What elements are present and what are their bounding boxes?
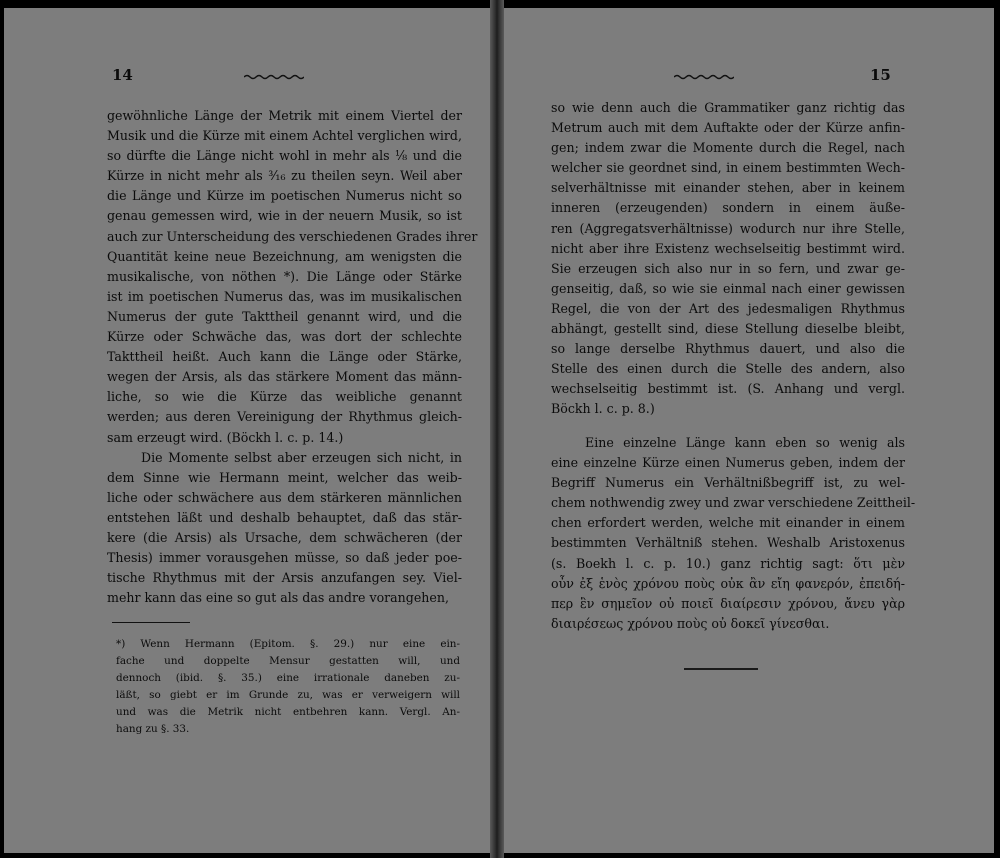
- text-line: eine einzelne Kürze einen Numerus geben, indem der: [551, 455, 905, 471]
- footnote-line: hang zu §. 33.: [116, 723, 190, 735]
- text-line: liche, so wie die Kürze das weibliche genannt: [107, 389, 462, 405]
- text-line: (s. Boekh l. c. p. 10.) ganz richtig sagt: ὅτι μὲν: [551, 555, 905, 571]
- text-line: Metrum auch mit dem Auftakte oder der Kürze anfin-: [551, 120, 905, 136]
- end-rule: [684, 668, 758, 670]
- text-line: Kürze oder Schwäche das, was dort der schlechte: [107, 329, 462, 345]
- text-line: mehr kann das eine so gut als das andre vorangehen,: [107, 590, 449, 606]
- text-line: liche oder schwächere aus dem stärkeren männlichen: [107, 489, 462, 505]
- text-line: so lange derselbe Rhythmus dauert, und also die: [551, 341, 905, 357]
- text-line: genseitig, daß, so wie sie einmal nach einer gewissen: [551, 280, 905, 296]
- text-line: Stelle des einen durch die Stelle des andern, also: [551, 361, 905, 377]
- text-line: Thesis) immer vorausgehen müsse, so daß jeder poe-: [107, 550, 462, 566]
- right-page: [498, 8, 994, 853]
- text-line: Begriff Numerus ein Verhältnißbegriff ist, zu wel-: [551, 475, 905, 491]
- text-line: auch zur Unterscheidung des verschiedenen Grades ihrer: [107, 228, 478, 244]
- text-line: entstehen läßt und deshalb behauptet, daß das stär-: [107, 509, 462, 525]
- text-line: gen; indem zwar die Momente durch die Regel, nach: [551, 140, 905, 156]
- text-line: so dürfte die Länge nicht wohl in mehr als ⅛ und die: [107, 148, 462, 164]
- text-line: gewöhnliche Länge der Metrik mit einem Viertel der: [107, 108, 462, 123]
- text-line: Regel, die von der Art des jedesmaligen Rhythmus: [551, 300, 905, 316]
- text-line: περ ἓν σημεῖον οὐ ποιεῖ διαίρεσιν χρόνου, ἄνευ γὰρ: [551, 595, 905, 611]
- text-line: kere (die Arsis) als Ursache, dem schwächeren (der: [107, 529, 462, 545]
- text-line: Eine einzelne Länge kann eben so wenig als: [585, 435, 905, 450]
- text-line: ren (Aggregatsverhältnisse) wodurch nur ihre Stelle,: [551, 220, 905, 236]
- text-line: Sie erzeugen sich also nur in so fern, und zwar ge-: [551, 260, 905, 276]
- left-page: [4, 8, 494, 853]
- text-line: wegen der Arsis, als das stärkere Moment das männ-: [107, 369, 462, 385]
- main-text: [551, 98, 905, 420]
- text-line: nicht aber ihre Existenz wechselseitig bestimmt wird.: [551, 240, 905, 256]
- text-line: Böckh l. c. p. 8.): [551, 401, 655, 417]
- text-line: Quantität keine neue Bezeichnung, am wenigsten die: [107, 248, 462, 264]
- text-line: Kürze in nicht mehr als ³⁄₁₆ zu theilen seyn. Weil aber: [107, 168, 462, 184]
- text-line: οὖν ἐξ ἑνὸς χρόνου ποὺς οὐκ ἂν εἴη φανερόν, ἐπειδή-: [551, 575, 905, 591]
- text-line: werden; aus deren Vereinigung der Rhythmus gleich-: [107, 409, 462, 425]
- text-line: inneren (erzeugenden) sondern in einem äuße-: [551, 200, 905, 216]
- footnote: [116, 636, 460, 738]
- footnote-line: dennoch (ibid. §. 35.) eine irrationale daneben zu-: [116, 672, 460, 684]
- header-ornament: [244, 74, 304, 80]
- text-line: dem Sinne wie Hermann meint, welcher das weib-: [107, 469, 462, 485]
- footnote-line: läßt, so giebt er im Grunde zu, was er verweigern will: [116, 689, 460, 701]
- page-number: 14: [112, 66, 133, 84]
- main-text-2: [551, 433, 916, 634]
- text-line: διαιρέσεως χρόνου ποὺς οὐ δοκεῖ γίνεσθαι.: [551, 615, 830, 631]
- text-line: Numerus der gute Takttheil genannt wird, und die: [107, 308, 462, 324]
- text-line: wechselseitig bestimmt ist. (S. Anhang und vergl.: [551, 381, 905, 397]
- text-line: genau gemessen wird, wie in der neuern Musik, so ist: [107, 208, 462, 224]
- text-line: Die Momente selbst aber erzeugen sich nicht, in: [141, 449, 462, 465]
- main-text: [107, 106, 478, 608]
- text-line: tische Rhythmus mit der Arsis anzufangen sey. Viel-: [107, 570, 462, 586]
- text-line: abhängt, gestellt sind, diese Stellung dieselbe bleibt,: [551, 321, 905, 337]
- text-line: ist im poetischen Numerus das, was im musikalischen: [107, 288, 462, 304]
- text-line: sam erzeugt wird. (Böckh l. c. p. 14.): [107, 429, 344, 445]
- text-line: bestimmten Verhältniß stehen. Weshalb Aristoxenus: [551, 535, 905, 551]
- footnote-line: fache und doppelte Mensur gestatten will, und: [116, 655, 460, 667]
- text-line: selverhältnisse mit einander stehen, aber in keinem: [551, 180, 905, 196]
- gutter: [490, 0, 504, 858]
- text-line: chem nothwendig zwey und zwar verschiedene Zeittheil-: [551, 495, 916, 511]
- footnote-rule: [112, 622, 190, 623]
- page-number: 15: [870, 66, 891, 84]
- text-line: Musik und die Kürze mit einem Achtel verglichen wird,: [107, 128, 462, 144]
- text-line: welcher sie geordnet sind, in einem bestimmten Wech-: [551, 160, 905, 176]
- text-line: chen erfordert werden, welche mit einander in einem: [551, 515, 905, 531]
- text-line: die Länge und Kürze im poetischen Numerus nicht so: [107, 188, 462, 204]
- text-line: musikalische, von nöthen *). Die Länge oder Stärke: [107, 268, 462, 284]
- footnote-line: *) Wenn Hermann (Epitom. §. 29.) nur eine ein-: [116, 638, 460, 650]
- header-ornament: [674, 74, 734, 80]
- text-line: Takttheil heißt. Auch kann die Länge oder Stärke,: [107, 349, 462, 365]
- text-line: so wie denn auch die Grammatiker ganz richtig das: [551, 100, 905, 115]
- footnote-line: und was die Metrik nicht entbehren kann. Vergl. An-: [116, 706, 460, 718]
